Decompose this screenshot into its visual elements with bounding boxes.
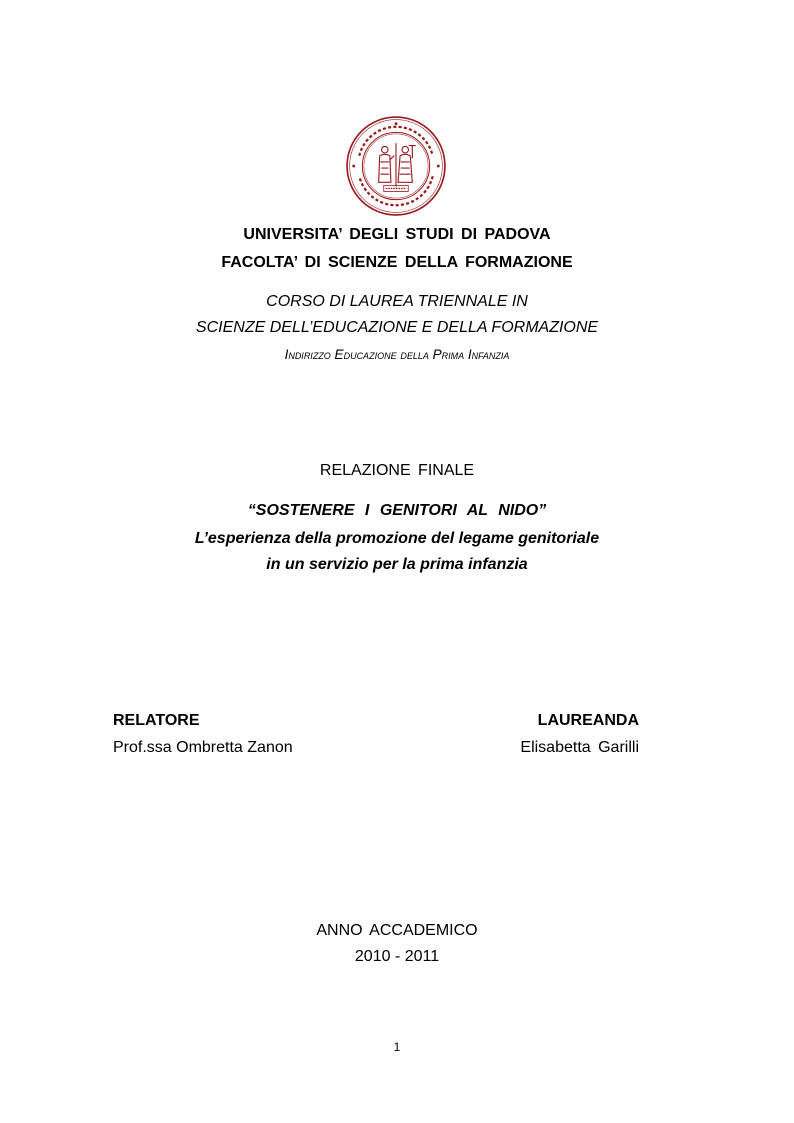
academic-year-label: ANNO ACCADEMICO [316,922,478,939]
thesis-subtitle-line-2: in un servizio per la prima infanzia [266,556,528,573]
university-seal-icon [345,115,447,217]
laureanda-label: LAUREANDA [537,712,639,729]
course-track: Indirizzo Educazione della Prima Infanzia [284,347,510,362]
relatore-label: RELATORE [113,712,200,729]
page-number: 1 [393,1040,401,1054]
thesis-subtitle-line-1: L’esperienza della promozione del legame genitoriale [194,530,600,547]
course-line-1: CORSO DI LAUREA TRIENNALE IN [266,293,528,310]
academic-year-value: 2010 - 2011 [354,948,440,965]
thesis-title: “SOSTENERE I GENITORI AL NIDO” [247,502,547,519]
university-name: UNIVERSITA’ DEGLI STUDI DI PADOVA [243,226,551,243]
faculty-name: FACOLTA’ DI SCIENZE DELLA FORMAZIONE [221,254,573,271]
report-type: RELAZIONE FINALE [319,462,475,479]
course-line-2: SCIENZE DELL’EDUCAZIONE E DELLA FORMAZIONE [195,319,599,336]
laureanda-name: Elisabetta Garilli [520,739,639,756]
relatore-name: Prof.ssa Ombretta Zanon [113,739,293,756]
